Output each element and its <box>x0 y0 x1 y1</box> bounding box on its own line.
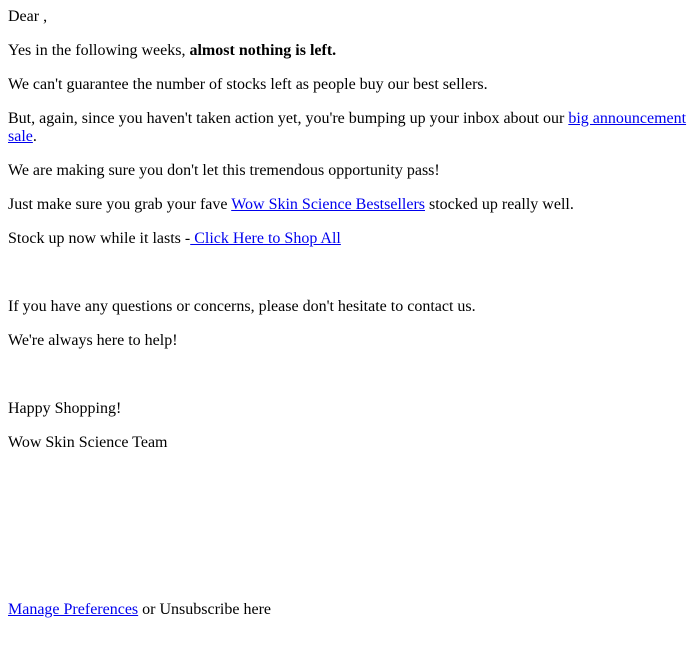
signature: Wow Skin Science Team <box>8 434 168 451</box>
email-body <box>0 8 700 619</box>
manage-preferences-link[interactable]: Manage Preferences <box>8 601 139 618</box>
footer-spacer <box>8 468 692 585</box>
stockup-paragraph <box>8 230 692 248</box>
intro-text: Yes in the following weeks, <box>8 42 190 59</box>
fave-text-end: stocked up really well. <box>425 196 574 213</box>
bestsellers-link[interactable]: Wow Skin Science Bestsellers <box>231 196 425 213</box>
shop-all-link[interactable]: Click Here to Shop All <box>190 230 341 247</box>
fave-text-start: Just make sure you grab your fave <box>8 196 232 213</box>
spacer <box>8 264 692 282</box>
reminder-paragraph <box>8 110 692 146</box>
footer <box>8 601 692 619</box>
unsubscribe-text: or Unsubscribe here <box>138 601 271 618</box>
greeting: Dear , <box>8 8 48 25</box>
stockup-text: Stock up now while it lasts - <box>8 230 191 247</box>
stock-warning: We can't guarantee the number of stocks left as people buy our best sellers. <box>8 76 488 93</box>
intro-paragraph <box>8 42 692 60</box>
reminder-text: But, again, since you haven't taken action yet, you're bumping up your inbox about our <box>8 110 569 127</box>
spacer <box>8 366 692 384</box>
opportunity-paragraph: We are making sure you don't let this tremendous opportunity pass! <box>8 162 440 179</box>
closing: Happy Shopping! <box>8 400 122 417</box>
fave-paragraph <box>8 196 692 214</box>
sale-link[interactable]: big announcement sale <box>8 110 687 145</box>
intro-emphasis: almost nothing is left. <box>189 42 337 59</box>
help-paragraph: We're always here to help! <box>8 332 178 349</box>
reminder-end: . <box>32 128 37 145</box>
questions-paragraph: If you have any questions or concerns, please don't hesitate to contact us. <box>8 298 476 315</box>
